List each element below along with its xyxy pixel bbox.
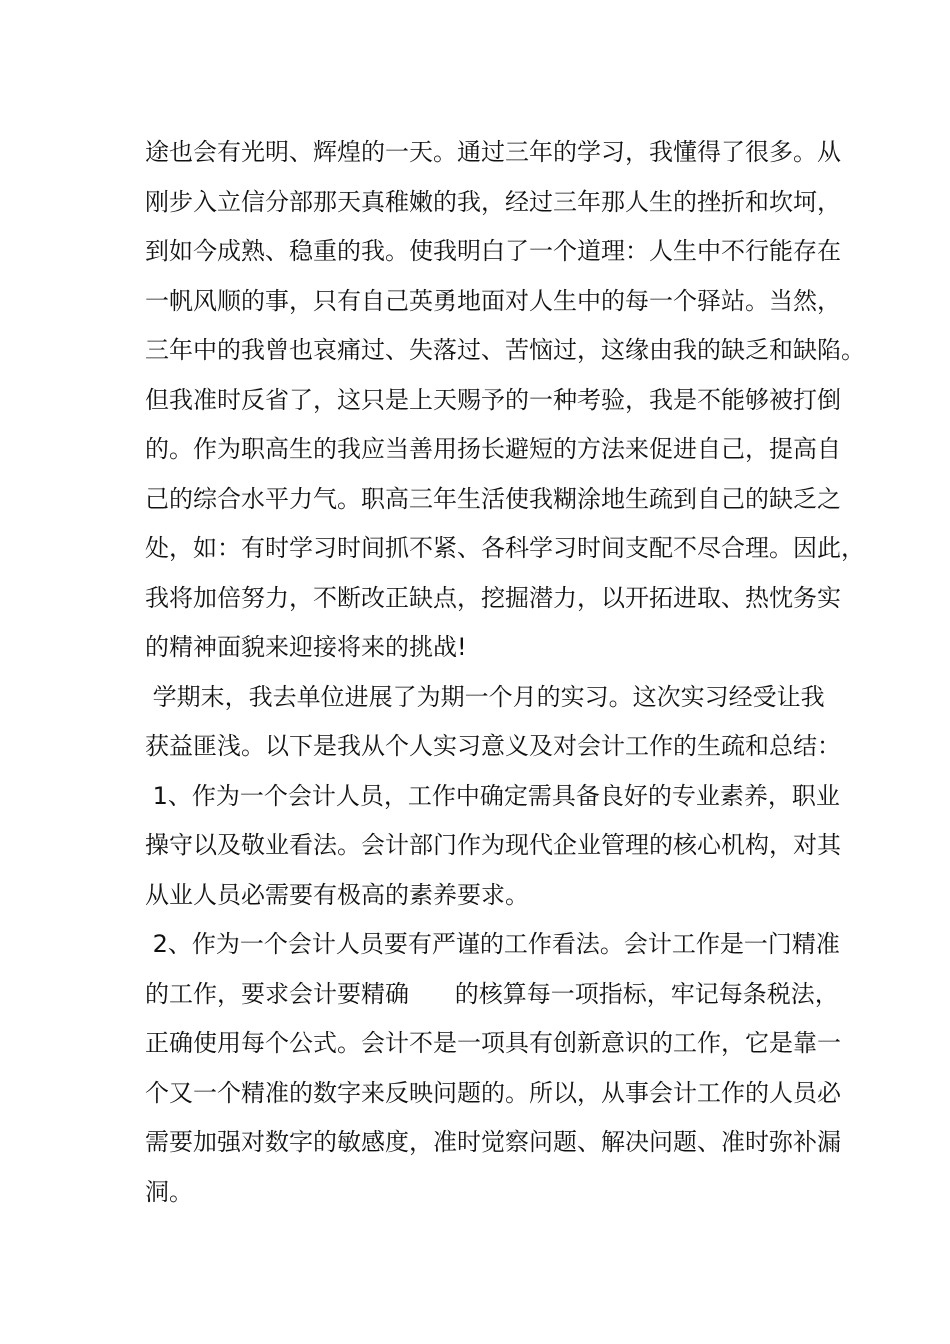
text-line: 从业人员必需要有极高的素养要求。 — [145, 881, 529, 909]
text-line: 获益匪浅。以下是我从个人实习意义及对会计工作的生疏和总结： — [145, 732, 841, 760]
text-line: 但我准时反省了，这只是上天赐予的一种考验，我是不能够被打倒 — [145, 386, 841, 414]
text-line: 的。作为职高生的我应当善用扬长避短的方法来促进自己，提高自 — [145, 435, 841, 463]
text-line: 操守以及敬业看法。会计部门作为现代企业管理的核心机构，对其 — [145, 831, 841, 859]
text-line: 刚步入立信分部那天真稚嫩的我，经过三年那人生的挫折和坎坷， — [145, 188, 841, 216]
text-line: 途也会有光明、辉煌的一天。通过三年的学习，我懂得了很多。从 — [145, 138, 841, 166]
text-line: 的精神面貌来迎接将来的挑战! — [145, 633, 467, 661]
text-line: 个又一个精准的数字来反映问题的。所以，从事会计工作的人员必 — [145, 1079, 841, 1107]
text-line: 的工作，要求会计要精确 的核算每一项指标，牢记每条税法， — [145, 980, 839, 1008]
text-line: 我将加倍努力，不断改正缺点，挖掘潜力，以开拓进取、热忱务实 — [145, 584, 841, 612]
text-line: 己的综合水平力气。职高三年生活使我糊涂地生疏到自己的缺乏之 — [145, 485, 841, 513]
text-line: 三年中的我曾也哀痛过、失落过、苦恼过，这缘由我的缺乏和缺陷。 — [145, 336, 865, 364]
text-line: 2、作为一个会计人员要有严谨的工作看法。会计工作是一门精准 — [145, 930, 840, 958]
text-line: 需要加强对数字的敏感度，准时觉察问题、解决问题、准时弥补漏 — [145, 1128, 841, 1156]
text-line: 正确使用每个公式。会计不是一项具有创新意识的工作，它是靠一 — [145, 1029, 841, 1057]
text-line: 1、作为一个会计人员，工作中确定需具备良好的专业素养，职业 — [145, 782, 840, 810]
text-line: 洞。 — [145, 1178, 193, 1206]
text-line: 到如今成熟、稳重的我。使我明白了一个道理：人生中不行能存在 — [145, 237, 841, 265]
text-line: 学期末，我去单位进展了为期一个月的实习。这次实习经受让我 — [145, 683, 825, 711]
text-line: 一帆风顺的事，只有自己英勇地面对人生中的每一个驿站。当然， — [145, 287, 841, 315]
text-line: 处，如：有时学习时间抓不紧、各科学习时间支配不尽合理。因此， — [145, 534, 865, 562]
